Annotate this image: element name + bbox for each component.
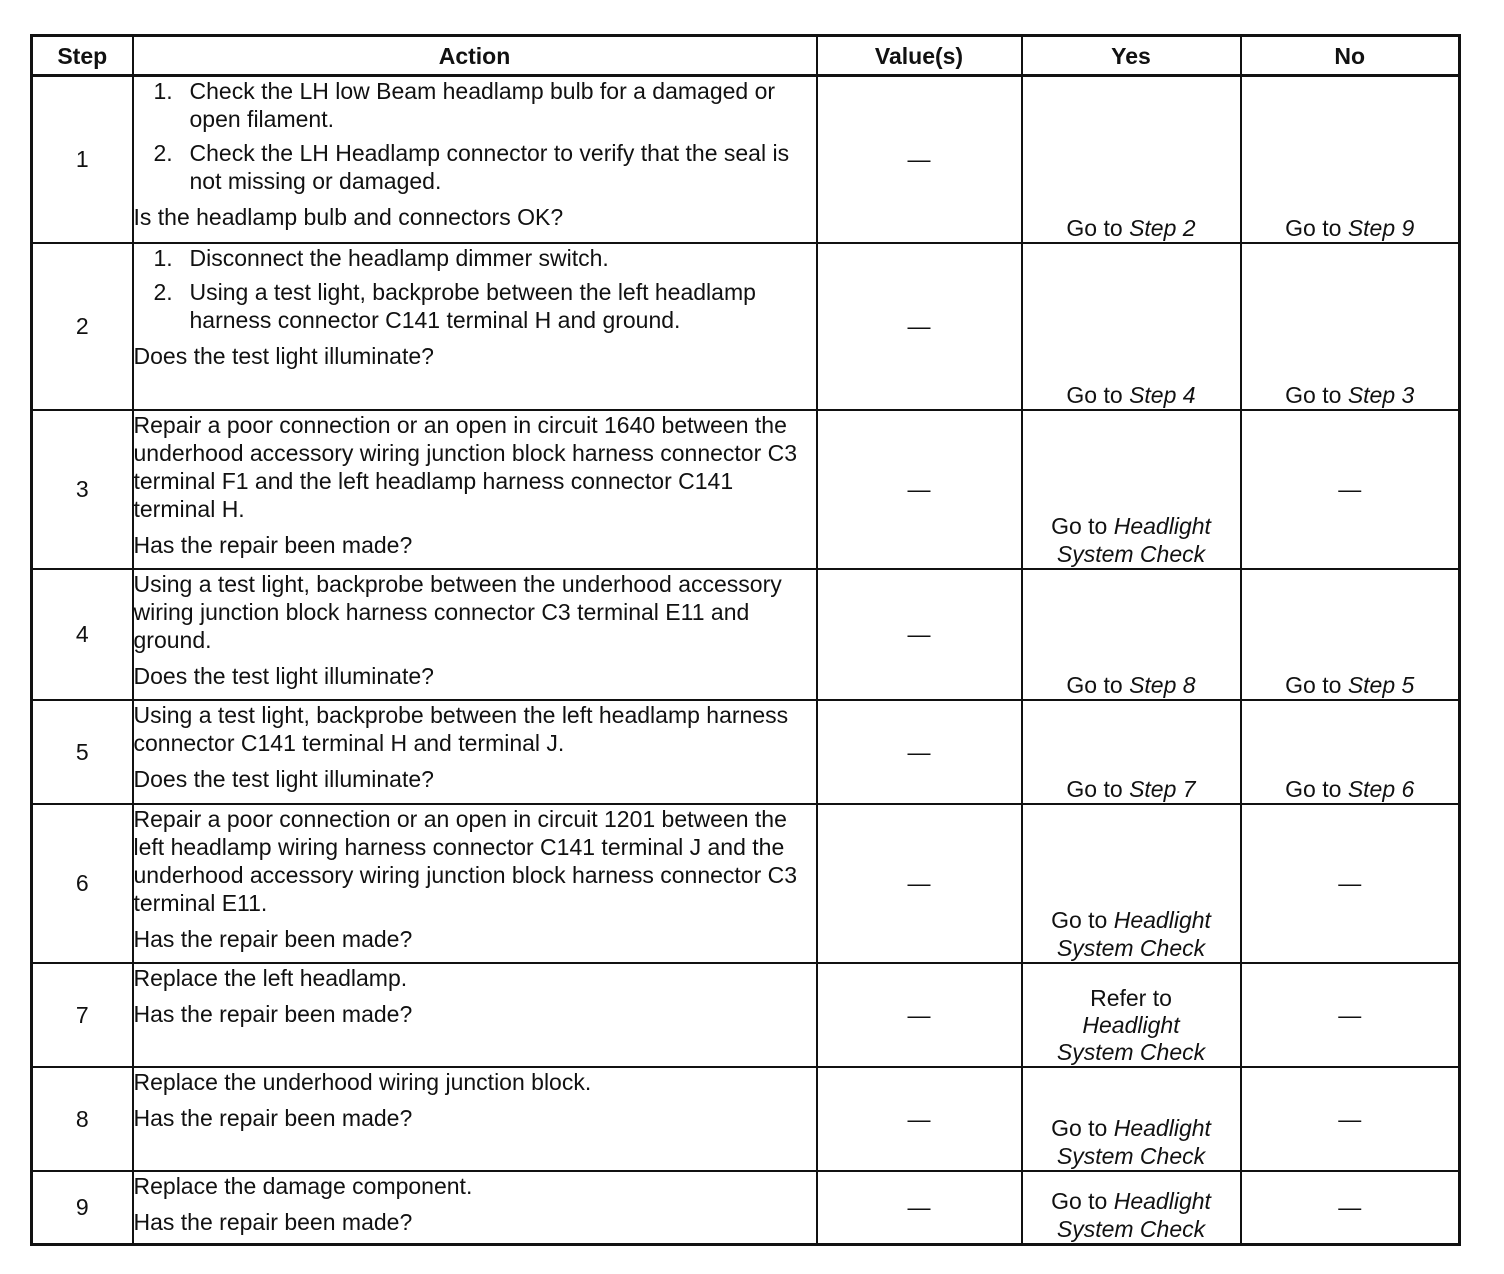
yes-cell	[1022, 410, 1241, 569]
table-row	[32, 700, 1460, 804]
action-cell	[133, 1171, 817, 1245]
step-number: 1	[32, 76, 133, 243]
item-text: Check the LH Headlamp connector to verify that the seal is not missing or damaged.	[189, 140, 790, 194]
yes-link[interactable]: Headlight System Check	[1056, 1011, 1206, 1065]
table-row	[32, 243, 1460, 410]
list-item	[134, 244, 816, 272]
item-number: 2.	[153, 278, 173, 305]
yes-link[interactable]: Step 7	[1129, 775, 1196, 802]
yes-prefix: Go to	[1066, 775, 1130, 802]
no-dash: —	[1338, 1105, 1362, 1132]
no-prefix: Go to	[1285, 214, 1348, 241]
no-link[interactable]: Step 9	[1347, 214, 1415, 241]
step-number: 9	[32, 1171, 133, 1245]
item-number: 1.	[153, 244, 173, 271]
yes-cell	[1022, 569, 1241, 700]
yes-prefix: Go to	[1051, 1188, 1114, 1214]
action-text: Repair a poor connection or an open in circuit 1201 between the left headlamp wiring harness connector C141 terminal J and the underhood accessory wiring junction block harness connector C3 terminal E11.	[133, 805, 798, 916]
yes-prefix: Go to	[1066, 214, 1130, 241]
yes-prefix: Go to	[1051, 512, 1114, 539]
value-cell	[817, 1067, 1022, 1171]
step-number: 7	[32, 963, 133, 1067]
header-action: Action	[133, 36, 817, 76]
item-number: 1.	[153, 78, 173, 104]
no-link[interactable]: Step 6	[1347, 775, 1415, 802]
item-text: Disconnect the headlamp dimmer switch.	[189, 244, 609, 271]
no-dash: —	[1338, 476, 1362, 502]
no-cell	[1241, 1171, 1460, 1245]
yes-link[interactable]: Step 8	[1129, 671, 1196, 698]
yes-cell	[1022, 243, 1241, 410]
table-row	[32, 963, 1460, 1067]
table-row	[32, 1171, 1460, 1245]
step-number: 4	[32, 569, 133, 700]
step-number: 3	[32, 410, 133, 569]
value-cell	[817, 700, 1022, 804]
no-prefix: Go to	[1285, 775, 1348, 802]
action-text: Replace the damage component.	[133, 1172, 473, 1199]
yes-prefix: Go to	[1051, 1114, 1114, 1141]
step-number: 2	[32, 243, 133, 410]
yes-link[interactable]: Step 4	[1129, 381, 1196, 408]
no-cell	[1241, 700, 1460, 804]
list-item	[134, 139, 816, 195]
no-dash: —	[1338, 870, 1362, 896]
action-question: Does the test light illuminate?	[133, 342, 434, 369]
header-yes: Yes	[1022, 36, 1241, 76]
no-dash: —	[1338, 1001, 1362, 1028]
action-text: Repair a poor connection or an open in circuit 1640 between the underhood accessory wiring junction block harness connector C3 terminal F1 and the left headlamp harness connector C141 terminal H.	[133, 411, 798, 522]
no-link[interactable]: Step 5	[1347, 671, 1415, 698]
no-cell	[1241, 569, 1460, 700]
action-text: Replace the left headlamp.	[133, 964, 408, 991]
yes-cell	[1022, 1067, 1241, 1171]
item-text: Using a test light, backprobe between the left headlamp harness connector C141 terminal H and ground.	[189, 278, 756, 333]
value-dash: —	[907, 1194, 931, 1221]
value-cell	[817, 569, 1022, 700]
diagnostic-table	[30, 34, 1461, 1246]
no-prefix: Go to	[1285, 671, 1348, 698]
value-cell	[817, 76, 1022, 243]
yes-prefix: Go to	[1066, 381, 1130, 408]
no-cell	[1241, 243, 1460, 410]
yes-prefix: Go to	[1066, 671, 1130, 698]
yes-link[interactable]: Headlight System Check	[1056, 1114, 1211, 1169]
action-question: Has the repair been made?	[133, 531, 413, 558]
item-text: Check the LH low Beam headlamp bulb for a damaged or open filament.	[189, 78, 776, 132]
action-text: Replace the underhood wiring junction block.	[133, 1068, 592, 1095]
yes-link[interactable]: Headlight System Check	[1056, 1188, 1211, 1242]
value-dash: —	[907, 738, 931, 765]
action-cell	[133, 569, 817, 700]
table-row	[32, 569, 1460, 700]
value-dash: —	[907, 1001, 931, 1028]
no-cell	[1241, 1067, 1460, 1171]
table-row	[32, 1067, 1460, 1171]
value-cell	[817, 410, 1022, 569]
value-dash: —	[907, 1105, 931, 1132]
action-question: Has the repair been made?	[133, 1104, 413, 1131]
yes-prefix: Go to	[1051, 906, 1114, 933]
value-cell	[817, 963, 1022, 1067]
header-step: Step	[32, 36, 133, 76]
table-row	[32, 410, 1460, 569]
action-cell	[133, 76, 817, 243]
list-item	[134, 77, 816, 133]
header-row	[32, 36, 1460, 76]
action-question: Has the repair been made?	[133, 1000, 413, 1027]
action-text: Using a test light, backprobe between the underhood accessory wiring junction block harness connector C3 terminal E11 and ground.	[133, 570, 782, 653]
yes-link[interactable]: Headlight System Check	[1056, 906, 1211, 961]
yes-cell	[1022, 700, 1241, 804]
action-cell	[133, 963, 817, 1067]
action-question: Has the repair been made?	[133, 925, 413, 952]
action-text: Using a test light, backprobe between the left headlamp harness connector C141 terminal H and terminal J.	[133, 701, 789, 756]
action-question: Has the repair been made?	[133, 1208, 413, 1235]
no-link[interactable]: Step 3	[1347, 381, 1415, 408]
no-dash: —	[1338, 1194, 1362, 1221]
yes-cell	[1022, 963, 1241, 1067]
action-question: Does the test light illuminate?	[133, 662, 434, 689]
no-cell	[1241, 804, 1460, 963]
header-values: Value(s)	[817, 36, 1022, 76]
action-question: Is the headlamp bulb and connectors OK?	[133, 204, 564, 230]
value-dash: —	[907, 476, 931, 502]
action-cell	[133, 243, 817, 410]
item-number: 2.	[153, 140, 173, 166]
step-number: 8	[32, 1067, 133, 1171]
value-dash: —	[907, 870, 931, 896]
no-cell	[1241, 963, 1460, 1067]
no-cell	[1241, 410, 1460, 569]
step-number: 6	[32, 804, 133, 963]
action-cell	[133, 410, 817, 569]
yes-link[interactable]: Step 2	[1129, 214, 1196, 241]
value-dash: —	[907, 146, 931, 173]
table-row	[32, 804, 1460, 963]
yes-cell	[1022, 1171, 1241, 1245]
value-dash: —	[907, 621, 931, 647]
value-cell	[817, 243, 1022, 410]
value-cell	[817, 804, 1022, 963]
table-row	[32, 76, 1460, 243]
no-cell	[1241, 76, 1460, 243]
yes-cell	[1022, 76, 1241, 243]
action-steps	[134, 77, 816, 195]
yes-cell	[1022, 804, 1241, 963]
value-dash: —	[907, 313, 931, 339]
yes-link[interactable]: Headlight System Check	[1056, 512, 1211, 567]
step-number: 5	[32, 700, 133, 804]
action-cell	[133, 1067, 817, 1171]
action-cell	[133, 700, 817, 804]
no-prefix: Go to	[1285, 381, 1348, 408]
action-steps	[134, 244, 816, 334]
action-cell	[133, 804, 817, 963]
value-cell	[817, 1171, 1022, 1245]
action-question: Does the test light illuminate?	[133, 765, 434, 792]
header-no: No	[1241, 36, 1460, 76]
yes-prefix: Refer to	[1090, 984, 1172, 1011]
list-item	[134, 278, 816, 334]
